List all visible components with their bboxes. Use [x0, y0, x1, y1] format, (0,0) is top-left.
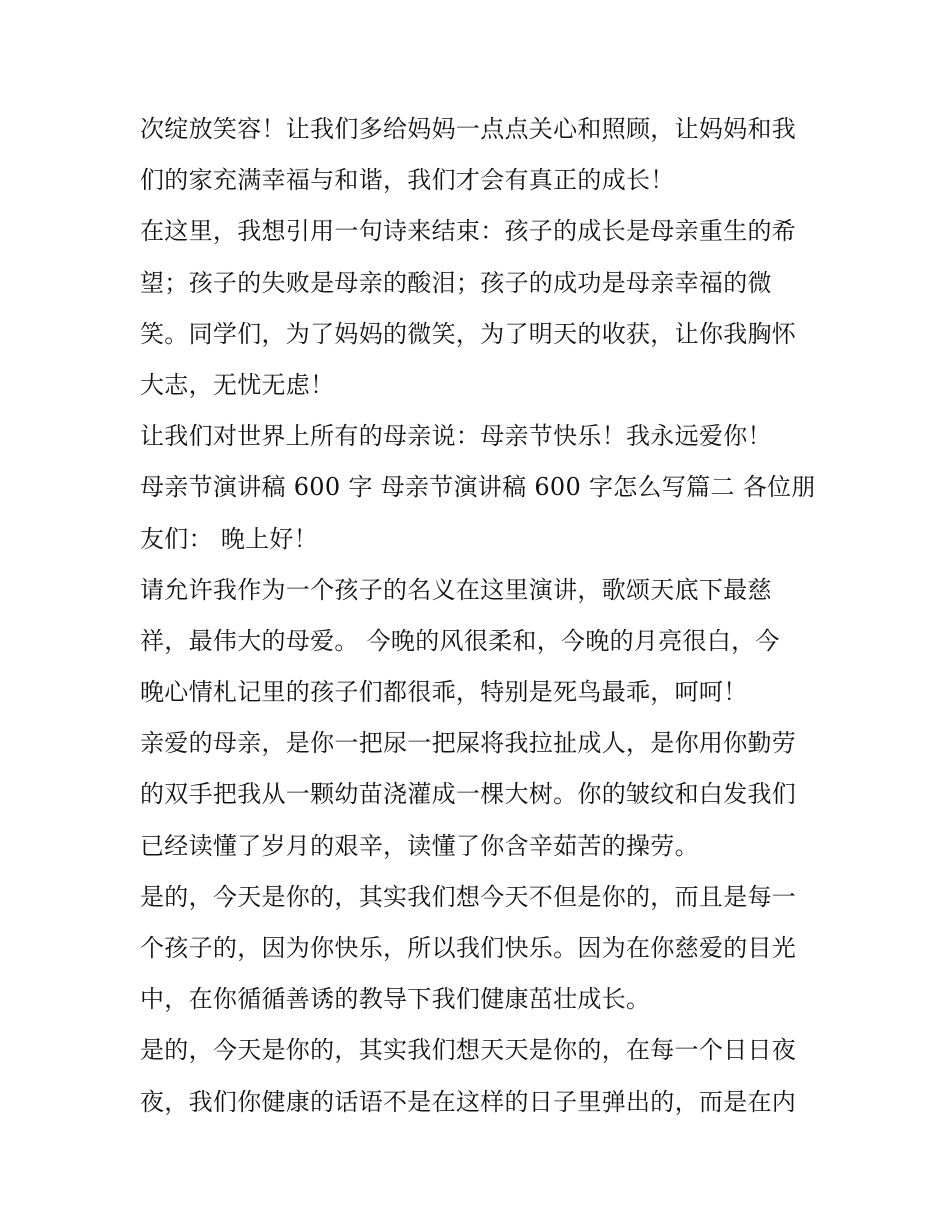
- text-line: 晚心情札记里的孩子们都很乖，特别是死鸟最乖，呵呵！: [140, 678, 748, 707]
- text-line: 让我们对世界上所有的母亲说：母亲节快乐！我永远爱你！: [140, 422, 772, 451]
- text-line: 们的家充满幸福与和谐，我们才会有真正的成长！: [140, 166, 675, 195]
- text-line: 笑。同学们，为了妈妈的微笑，为了明天的收获，让你我胸怀: [140, 319, 797, 348]
- text-line: 中，在你循循善诱的教导下我们健康茁壮成长。: [140, 985, 651, 1014]
- text-line: 夜，我们你健康的话语不是在这样的日子里弹出的，而是在内: [140, 1087, 797, 1116]
- text-line: 次绽放笑容！让我们多给妈妈一点点关心和照顾，让妈妈和我: [140, 115, 797, 143]
- text-line: 大志，无忧无虑！: [140, 370, 335, 399]
- text-line: 母亲节演讲稿 600 字 母亲节演讲稿 600 字怎么写篇二 各位朋: [140, 473, 816, 502]
- text-line: 是的，今天是你的，其实我们想天天是你的，在每一个日日夜: [140, 1036, 797, 1065]
- text-line: 已经读懂了岁月的艰辛，读懂了你含辛茹苦的操劳。: [140, 831, 699, 860]
- text-line: 是的，今天是你的，其实我们想今天不但是你的，而且是每一: [140, 882, 797, 911]
- text-line: 个孩子的，因为你快乐，所以我们快乐。因为在你慈爱的目光: [140, 934, 797, 962]
- text-line: 望；孩子的失败是母亲的酸泪；孩子的成功是母亲幸福的微: [140, 268, 772, 297]
- text-line: 请允许我作为一个孩子的名义在这里演讲，歌颂天底下最慈: [140, 575, 772, 604]
- text-line: 祥，最伟大的母爱。 今晚的风很柔和，今晚的月亮很白，今: [140, 626, 780, 655]
- text-line: 的双手把我从一颗幼苗浇灌成一棵大树。你的皱纹和白发我们: [140, 780, 797, 809]
- text-line: 在这里，我想引用一句诗来结束：孩子的成长是母亲重生的希: [140, 217, 797, 246]
- text-line: 友们： 晚上好！: [140, 524, 319, 553]
- text-line: 亲爱的母亲，是你一把尿一把屎将我拉扯成人，是你用你勤劳: [140, 729, 797, 758]
- document-body: [140, 104, 820, 1128]
